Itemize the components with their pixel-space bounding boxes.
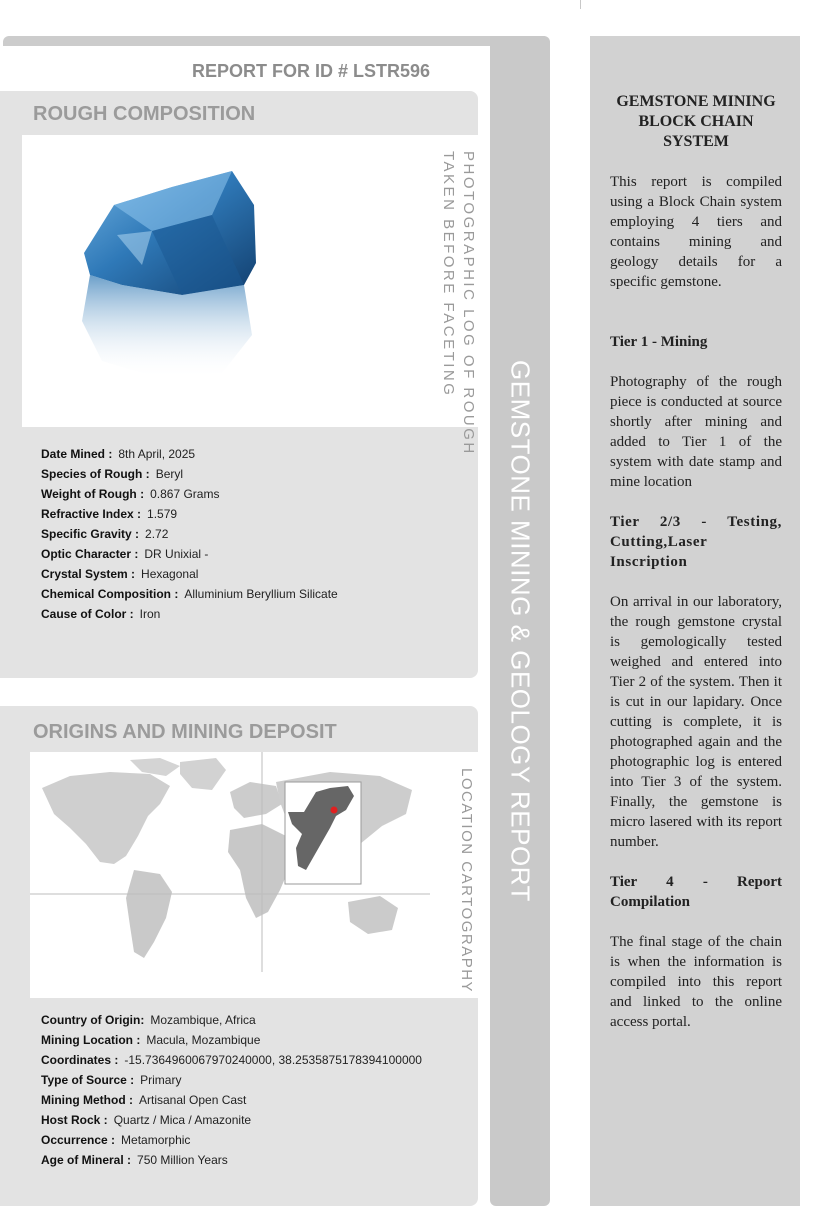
world-map: [30, 752, 430, 998]
field-age-of-mineral: Age of Mineral : 750 Million Years: [41, 1153, 228, 1167]
rough-gem-photo: [22, 135, 314, 427]
top-frame-bar: [3, 36, 549, 46]
origins-panel: [0, 706, 478, 1206]
rough-composition-title: ROUGH COMPOSITION: [33, 103, 256, 125]
origins-title: ORIGINS AND MINING DEPOSIT: [33, 721, 337, 743]
sidebar-title: GEMSTONE MINING BLOCK CHAIN SYSTEM: [616, 93, 776, 150]
field-crystal-system: Crystal System : Hexagonal: [41, 567, 199, 581]
field-coordinates: Coordinates : -15.7364960067970240000, 38.2535875178394100000: [41, 1053, 422, 1067]
rough-photo-caption: PHOTOGRAPHIC LOG OF ROUGH TAKEN BEFORE FACETING: [440, 151, 477, 456]
field-specific-gravity: Specific Gravity : 2.72: [41, 527, 169, 541]
field-mining-method: Mining Method : Artisanal Open Cast: [41, 1093, 247, 1107]
field-chemical-composition: Chemical Composition : Alluminium Beryllium Silicate: [41, 587, 338, 601]
field-occurrence: Occurrence : Metamorphic: [41, 1133, 191, 1147]
tier1-text: Photography of the rough piece is conducted at source shortly after mining and added to Tier 1 of the system with date stamp and mine location: [610, 374, 782, 490]
field-mining-location: Mining Location : Macula, Mozambique: [41, 1033, 261, 1047]
sidebar-intro: This report is compiled using a Block Chain system employing 4 tiers and contains mining and geology details for a specific gemstone.: [610, 174, 782, 290]
field-host-rock: Host Rock : Quartz / Mica / Amazonite: [41, 1113, 252, 1127]
field-country-of-origin: Country of Origin: Mozambique, Africa: [41, 1013, 256, 1027]
origins-details-list: [41, 1010, 422, 1170]
field-optic-character: Optic Character : DR Unixial -: [41, 547, 209, 561]
rough-details-list: [41, 444, 338, 624]
field-cause-of-color: Cause of Color : Iron: [41, 607, 161, 621]
spine-title: GEMSTONE MINING & GEOLOGY REPORT: [505, 360, 536, 902]
tier23-heading: Tier 2/3 - Testing, Cutting,Laser Inscription: [610, 514, 782, 570]
field-refractive-index: Refractive Index : 1.579: [41, 507, 178, 521]
blockchain-sidebar: [590, 36, 800, 1206]
report-id-title: REPORT FOR ID # LSTR596: [192, 61, 431, 81]
field-species: Species of Rough : Beryl: [41, 467, 184, 481]
field-date-mined: Date Mined : 8th April, 2025: [41, 447, 196, 461]
tier1-heading: Tier 1 - Mining: [610, 334, 708, 350]
tier23-text: On arrival in our laboratory, the rough gemstone crystal is gemologically tested weighed and entered into Tier 2 of the system. Then it is cut in our lapidary. Once cutting is complete, it is photographed again and the photographic log is entered into Tier 3 of the system. Finally, the gemstone is micro lasered with its report number.: [610, 594, 782, 850]
field-type-of-source: Type of Source : Primary: [41, 1073, 182, 1087]
top-divider-tick: [580, 0, 581, 9]
field-weight: Weight of Rough : 0.867 Grams: [41, 487, 220, 501]
rough-composition-panel: [0, 91, 478, 678]
map-caption: LOCATION CARTOGRAPHY: [458, 768, 475, 994]
tier4-heading: Tier 4 - Report Compilation: [610, 874, 782, 910]
tier4-text: The final stage of the chain is when the information is compiled into this report and linked to the online access portal.: [610, 934, 782, 1030]
